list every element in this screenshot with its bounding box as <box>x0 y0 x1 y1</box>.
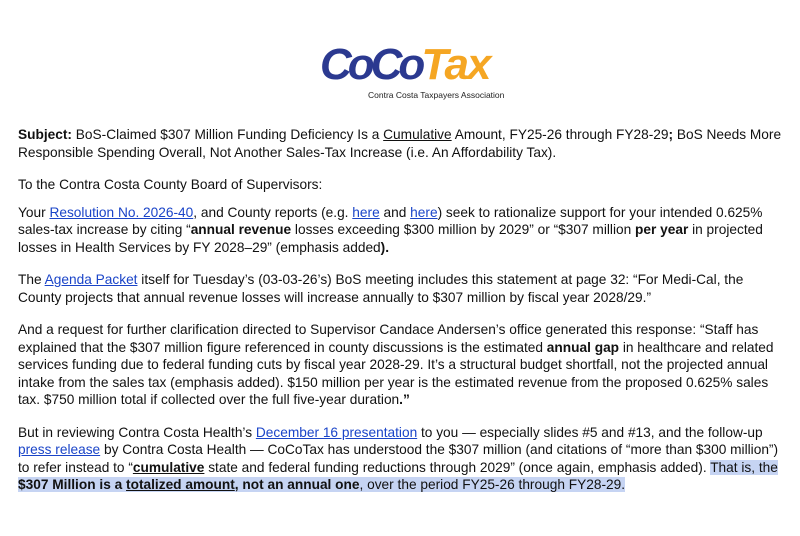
p4-text-1: But in reviewing Contra Costa Health’s <box>18 424 256 440</box>
subject-line <box>18 126 788 161</box>
p4-text-2: to you — especially slides #5 and #13, and the follow-up <box>417 424 763 440</box>
p1-text-5: losses exceeding $300 million by 2029” or “$307 million <box>291 222 636 237</box>
logo-wordmark <box>320 40 490 90</box>
p4-text-3: by Contra Costa Health — CoCoTax has understood the $307 million (and citations of “more than $300 million”) to refer instead to “ <box>18 442 779 475</box>
p2-text-1: The <box>18 272 45 287</box>
highlight-text-1: That is, the <box>710 459 778 475</box>
p1-text-1: Your <box>18 204 50 220</box>
p2-text-2: itself for Tuesday’s (03-03-26’s) BoS meeting includes this statement at page 32: “For Medi-Cal, the County projects that annual revenue losses will increase annually to $307 million by fiscal year 2028/29.” <box>18 272 744 305</box>
logo-co-first: Co <box>320 40 371 89</box>
p3-end: .” <box>399 392 410 407</box>
subject-semicolon: ; <box>668 127 674 142</box>
cocotax-logo <box>320 40 505 102</box>
highlight-text-2: , over the period FY25-26 through FY28-29. <box>359 477 626 492</box>
press-release-link[interactable]: press release <box>18 442 101 457</box>
highlight-bold-2: , not an annual one <box>234 477 360 492</box>
letter-body <box>18 126 788 504</box>
agenda-packet-link[interactable]: Agenda Packet <box>44 272 138 287</box>
p4-text-4: state and federal funding reductions through 2029” (once again, emphasis added). <box>204 459 711 475</box>
p3-annual-gap: annual gap <box>546 339 620 355</box>
p1-per-year: per year <box>635 222 689 237</box>
resolution-link[interactable]: Resolution No. 2026-40 <box>49 204 194 220</box>
subject-label: Subject: <box>18 127 72 142</box>
subject-text-3: BoS Needs More Responsible Spending Overall, Not Another Sales-Tax Increase (i.e. An Affordability Tax). <box>18 127 782 160</box>
salutation: To the Contra Costa County Board of Supervisors: <box>18 177 323 192</box>
here-link-2[interactable]: here <box>410 204 438 220</box>
subject-cumulative: Cumulative <box>383 127 452 142</box>
december-presentation-link[interactable]: December 16 presentation <box>255 424 418 440</box>
paragraph-agenda <box>18 271 788 306</box>
p1-text-3: and <box>379 204 411 220</box>
p1-annual-revenue: annual revenue <box>190 222 292 237</box>
logo-co-second: Co <box>370 40 422 89</box>
p1-text-2: , and County reports (e.g. <box>193 204 353 220</box>
paragraph-review <box>18 424 788 494</box>
highlight-totalized-amount: totalized amount <box>126 477 235 492</box>
p4-cumulative: cumulative <box>132 459 205 475</box>
p1-end: ). <box>380 239 390 255</box>
paragraph-clarification <box>18 321 788 409</box>
highlight-bold-1: $307 Million is a <box>18 477 127 492</box>
here-link-1[interactable]: here <box>352 204 380 220</box>
p3-text-1: And a request for further clarification directed to Supervisor Candace Andersen’s office generated this response: “Staff has explained that the $307 million figure referenced in county discussions is the estimated <box>18 322 759 355</box>
p1-text-4: ) seek to rationalize support for your intended 0.625% sales-tax increase by citing “ <box>18 204 763 237</box>
p3-text-2: in healthcare and related services funding due to federal funding cuts by fiscal year 2028-29. It’s a structural budget shortfall, not the projected annual intake from the sales tax (emphasis added). $150 million per year is the estimated revenue from the proposed 0.625% sales tax. $750 million total if collected over the full five-year duration <box>18 339 774 407</box>
subject-text-1: BoS-Claimed $307 Million Funding Deficiency Is a <box>72 127 384 142</box>
logo-tax: Tax <box>421 40 490 89</box>
logo-tagline: Contra Costa Taxpayers Association <box>368 90 505 100</box>
paragraph-resolution <box>18 204 788 257</box>
p1-text-6: in projected losses in Health Services by FY 2028–29” (emphasis added <box>18 222 763 255</box>
subject-text-2: Amount, FY25-26 through FY28-29 <box>451 127 669 142</box>
